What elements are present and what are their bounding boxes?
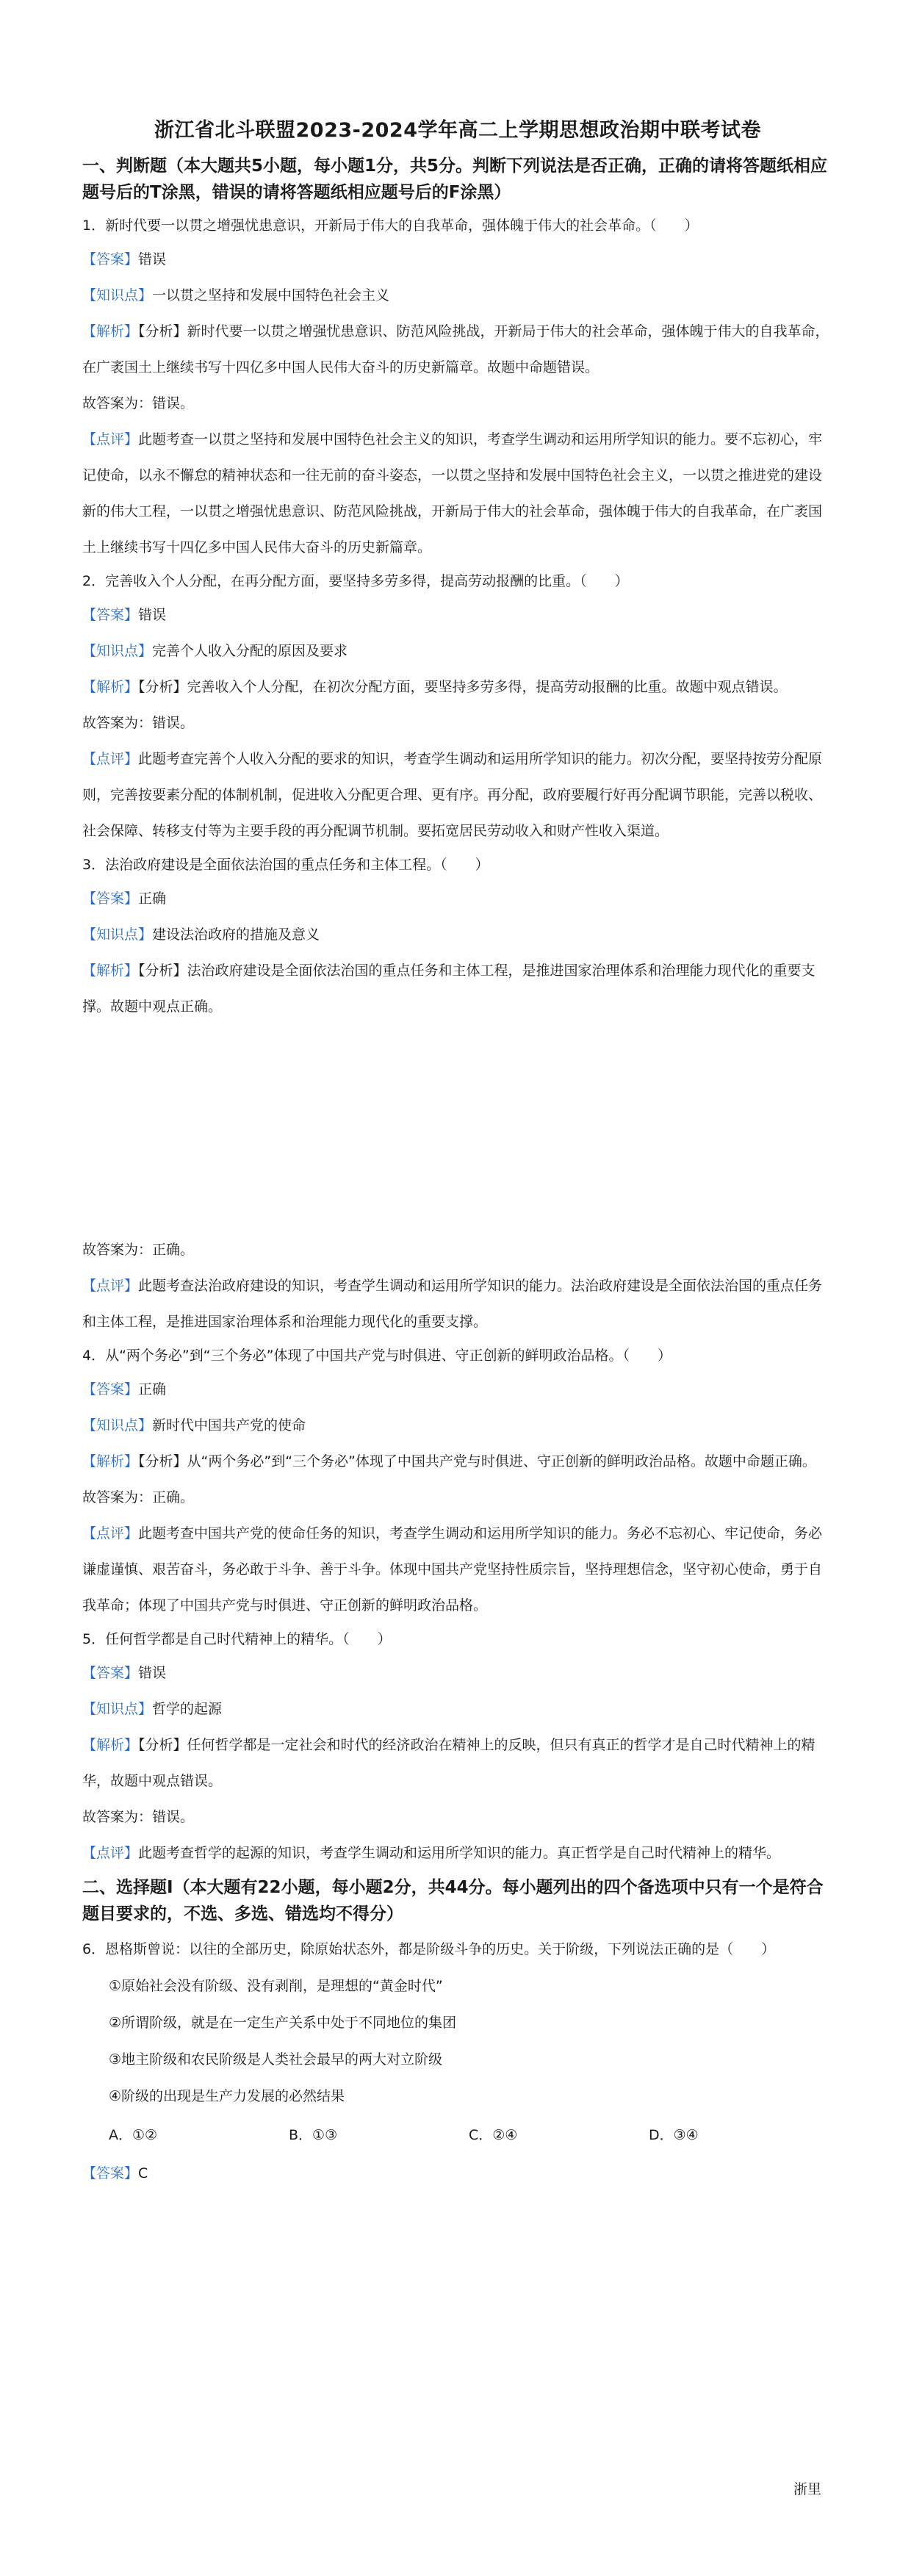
comment-label: 【点评】 [82, 751, 139, 767]
question-5-analysis [82, 1727, 833, 1799]
analysis-label: 【解析】 [82, 963, 139, 979]
question-3-stem: 3．法治政府建设是全面依法治国的重点任务和主体工程。（ ） [82, 857, 489, 873]
answer-value: 错误 [138, 607, 167, 623]
answer-label: 【答案】 [82, 607, 139, 623]
knowledge-value: 哲学的起源 [152, 1701, 223, 1717]
question-1-knowledge [82, 278, 833, 314]
question-1-stem: 1．新时代要一以贯之增强忧患意识，开新局于伟大的自我革命，强体魄于伟大的社会革命。（ ） [82, 217, 699, 234]
comment-label: 【点评】 [82, 1525, 139, 1541]
question-5-final: 故答案为：错误。 [82, 1809, 195, 1825]
option-3: ③地主阶级和农民阶级是人类社会最早的两大对立阶级 [109, 2051, 443, 2068]
page-title: 浙江省北斗联盟2023-2024学年高二上学期思想政治期中联考试卷 [154, 119, 761, 142]
knowledge-label: 【知识点】 [82, 643, 153, 659]
option-4: ④阶级的出现是生产力发展的必然结果 [109, 2088, 345, 2104]
answer-value: 正确 [138, 1381, 167, 1397]
blank-space [82, 1025, 833, 1232]
choice-b: B．①③ [289, 2127, 338, 2143]
question-6-stem: 6．恩格斯曾说：以往的全部历史，除原始状态外，都是阶级斗争的历史。关于阶级，下列说法正确的是（ ） [82, 1941, 776, 1957]
comment-label: 【点评】 [82, 1278, 139, 1294]
question-4-analysis [82, 1444, 833, 1480]
question-4-answer [82, 1372, 833, 1408]
knowledge-label: 【知识点】 [82, 1701, 153, 1717]
question-3-answer [82, 881, 833, 917]
question-2-answer [82, 597, 833, 633]
answer-value: 正确 [138, 891, 167, 907]
page-footer: 浙里 [793, 2481, 821, 2497]
choice-row [109, 2115, 833, 2156]
comment-text: 此题考查法治政府建设的知识，考查学生调动和运用所学知识的能力。法治政府建设是全面依法治国的重点任务和主体工程，是推进国家治理体系和治理能力现代化的重要支撑。 [82, 1278, 823, 1330]
question-5-answer [82, 1655, 833, 1691]
answer-label: 【答案】 [82, 2165, 139, 2181]
choice-c: C．②④ [469, 2127, 518, 2143]
knowledge-value: 完善个人收入分配的原因及要求 [152, 643, 348, 659]
comment-label: 【点评】 [82, 431, 139, 447]
question-1-final: 故答案为：错误。 [82, 395, 195, 411]
answer-label: 【答案】 [82, 891, 139, 907]
knowledge-value: 新时代中国共产党的使命 [152, 1417, 306, 1433]
knowledge-label: 【知识点】 [82, 927, 153, 943]
question-4-comment [82, 1516, 833, 1624]
answer-value: 错误 [138, 1665, 167, 1681]
comment-text: 此题考查一以贯之坚持和发展中国特色社会主义的知识，考查学生调动和运用所学知识的能力。要不忘初心，牢记使命，以永不懈怠的精神状态和一往无前的奋斗姿态，一以贯之坚持和发展中国特色社会主义，一以贯之推进党的建设新的伟大工程，一以贯之增强忧患意识、防范风险挑战，开新局于伟大的社会革命，强体魄于伟大的自我革命，在广袤国土上继续书写十四亿多中国人民伟大奋斗的历史新篇章。 [82, 431, 823, 555]
question-3-comment [82, 1268, 833, 1340]
question-6-answer [82, 2156, 833, 2192]
exam-page [82, 114, 833, 2192]
analysis-label: 【解析】 [82, 1453, 139, 1469]
question-3-knowledge [82, 917, 833, 953]
question-4-knowledge [82, 1408, 833, 1444]
knowledge-value: 一以贯之坚持和发展中国特色社会主义 [152, 287, 390, 303]
question-5-stem: 5．任何哲学都是自己时代精神上的精华。（ ） [82, 1631, 392, 1647]
option-2: ②所谓阶级，就是在一定生产关系中处于不同地位的集团 [109, 2015, 457, 2031]
analysis-label: 【解析】 [82, 323, 139, 339]
question-2-analysis [82, 669, 833, 705]
analysis-label: 【解析】 [82, 679, 139, 695]
option-1: ①原始社会没有阶级、没有剥削，是理想的“黄金时代” [109, 1978, 443, 1994]
question-1-answer [82, 242, 833, 278]
knowledge-value: 建设法治政府的措施及意义 [152, 927, 320, 943]
choice-d: D．③④ [649, 2127, 699, 2143]
answer-value: C [138, 2165, 148, 2181]
answer-label: 【答案】 [82, 1381, 139, 1397]
fenxi-label: 【分析】 [138, 1453, 187, 1469]
choice-a: A．①② [109, 2127, 158, 2143]
question-2-knowledge [82, 633, 833, 669]
question-3-final: 故答案为：正确。 [82, 1242, 195, 1258]
analysis-text: 任何哲学都是一定社会和时代的经济政治在精神上的反映，但只有真正的哲学才是自己时代精神上的精华，故题中观点错误。 [82, 1737, 815, 1789]
fenxi-label: 【分析】 [138, 679, 187, 695]
knowledge-label: 【知识点】 [82, 1417, 153, 1433]
fenxi-label: 【分析】 [138, 963, 187, 979]
question-4-stem: 4．从“两个务必”到“三个务必”体现了中国共产党与时俱进、守正创新的鲜明政治品格。（ ） [82, 1348, 671, 1364]
question-3-analysis [82, 953, 833, 1025]
answer-label: 【答案】 [82, 251, 139, 267]
comment-label: 【点评】 [82, 1845, 139, 1861]
analysis-text: 法治政府建设是全面依法治国的重点任务和主体工程，是推进国家治理体系和治理能力现代化的重要支撑。故题中观点正确。 [82, 963, 815, 1015]
question-1-analysis [82, 314, 833, 386]
question-1-comment [82, 422, 833, 566]
question-2-final: 故答案为：错误。 [82, 715, 195, 731]
knowledge-label: 【知识点】 [82, 287, 153, 303]
answer-value: 错误 [138, 251, 167, 267]
answer-label: 【答案】 [82, 1665, 139, 1681]
question-2-stem: 2．完善收入个人分配，在再分配方面，要坚持多劳多得，提高劳动报酬的比重。（ ） [82, 573, 629, 589]
section1-heading: 一、判断题（本大题共5小题，每小题1分，共5分。判断下列说法是否正确，正确的请将答题纸相应题号后的T涂黑，错误的请将答题纸相应题号后的F涂黑） [82, 156, 828, 202]
comment-text: 此题考查中国共产党的使命任务的知识，考查学生调动和运用所学知识的能力。务必不忘初心、牢记使命，务必谦虚谨慎、艰苦奋斗，务必敢于斗争、善于斗争。体现中国共产党坚持性质宗旨，坚持理想信念，坚守初心使命，勇于自我革命；体现了中国共产党与时俱进、守正创新的鲜明政治品格。 [82, 1525, 823, 1613]
analysis-label: 【解析】 [82, 1737, 139, 1753]
fenxi-label: 【分析】 [138, 323, 187, 339]
comment-text: 此题考查哲学的起源的知识，考查学生调动和运用所学知识的能力。真正哲学是自己时代精神上的精华。 [138, 1845, 781, 1861]
question-2-comment [82, 741, 833, 849]
comment-text: 此题考查完善个人收入分配的要求的知识，考查学生调动和运用所学知识的能力。初次分配，要坚持按劳分配原则，完善按要素分配的体制机制，促进收入分配更合理、更有序。再分配，政府要履行好再分配调节职能，完善以税收、社会保障、转移支付等为主要手段的再分配调节机制。要拓宽居民劳动收入和财产性收入渠道。 [82, 751, 823, 839]
question-5-knowledge [82, 1691, 833, 1727]
question-4-final: 故答案为：正确。 [82, 1489, 195, 1505]
analysis-text: 新时代要一以贯之增强忧患意识、防范风险挑战，开新局于伟大的社会革命，强体魄于伟大的自我革命，在广袤国土上继续书写十四亿多中国人民伟大奋斗的历史新篇章。故题中命题错误。 [82, 323, 829, 375]
analysis-text: 完善收入个人分配，在初次分配方面，要坚持多劳多得，提高劳动报酬的比重。故题中观点错误。 [187, 679, 788, 695]
analysis-text: 从“两个务必”到“三个务必”体现了中国共产党与时俱进、守正创新的鲜明政治品格。故题中命题正确。 [187, 1453, 816, 1469]
fenxi-label: 【分析】 [138, 1737, 187, 1753]
question-5-comment [82, 1835, 833, 1871]
section2-heading: 二、选择题Ⅰ（本大题有22小题，每小题2分，共44分。每小题列出的四个备选项中只有一个是符合题目要求的，不选、多选、错选均不得分） [82, 1878, 824, 1924]
